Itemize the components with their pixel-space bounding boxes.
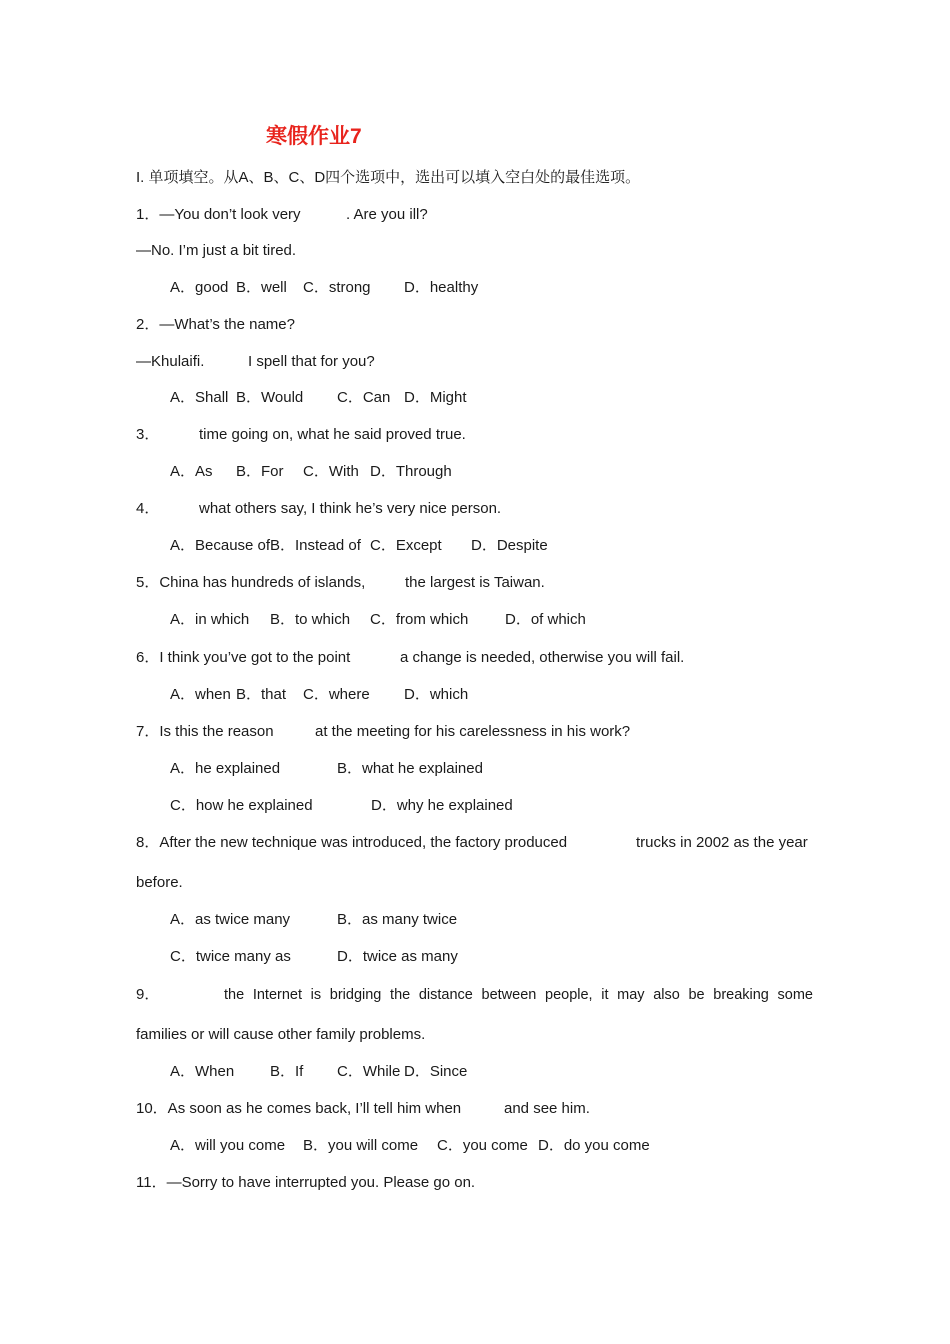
option-a: A．As [170,463,213,480]
question-11-stem: 11．—Sorry to have interrupted you. Please go on. [136,1174,476,1191]
question-4-stem: what others say, I think he’s very nice person. [199,500,502,517]
option-d: D．which [404,686,469,703]
option-b: B．If [270,1063,304,1080]
option-c: C．With [303,463,359,480]
option-b: B．to which [270,611,351,628]
option-a: A．will you come [170,1137,286,1154]
option-d: D．do you come [538,1137,650,1154]
option-c: C．Except [370,537,442,554]
question-6-stem-end: a change is needed, otherwise you will fail. [400,649,685,666]
option-b: B．For [236,463,284,480]
option-a: A．he explained [170,760,281,777]
question-3-number: 3． [136,426,160,443]
question-9-number: 9． [136,986,160,1003]
question-8-stem-middle: trucks in 2002 as the year [636,834,808,851]
option-d: D．twice as many [337,948,458,965]
option-d: D．of which [505,611,586,628]
option-b: B．as many twice [337,911,458,928]
option-b: B．you will come [303,1137,419,1154]
option-a: A．good [170,279,229,296]
option-d: D．healthy [404,279,479,296]
option-c: C．you come [437,1137,528,1154]
question-9-stem-start: the Internet is bridging the distance between people, it may also be breaking some [224,987,813,1003]
option-c: C．twice many as [170,948,291,965]
option-c: C．how he explained [170,797,313,814]
question-5-stem-end: the largest is Taiwan. [405,574,545,591]
question-1-reply: —No. I’m just a bit tired. [136,242,297,259]
option-b: B．Would [236,389,304,406]
question-2-reply-start: —Khulaifi. [136,353,205,370]
option-c: C．While [337,1063,401,1080]
question-1-stem-end: . Are you ill? [346,206,428,223]
option-c: C．where [303,686,370,703]
option-a: A．in which [170,611,250,628]
option-d: D．Despite [471,537,548,554]
option-d: D．Might [404,389,467,406]
question-7-stem-end: at the meeting for his carelessness in his work? [315,723,631,740]
option-b: B．that [236,686,287,703]
option-b: B．what he explained [337,760,483,777]
question-5-stem-start: 5．China has hundreds of islands, [136,574,366,591]
question-2-reply-end: I spell that for you? [248,353,375,370]
option-d: D．Since [404,1063,468,1080]
option-a: A．Shall [170,389,229,406]
section-instruction: I. 单项填空。从A、B、C、D四个选项中，选出可以填入空白处的最佳选项。 [136,169,641,186]
option-a: A．when [170,686,231,703]
page-title: 寒假作业7 [266,125,362,148]
option-a: A．Because of [170,537,271,554]
question-6-stem-start: 6．I think you’ve got to the point [136,649,351,666]
question-10-stem-start: 10．As soon as he comes back, I’ll tell him when [136,1100,462,1117]
option-b: B．well [236,279,287,296]
question-8-stem-start: 8．After the new technique was introduced, the factory produced [136,834,568,851]
question-3-stem: time going on, what he said proved true. [199,426,466,443]
option-c: C．from which [370,611,469,628]
question-1-stem-start: 1．—You don’t look very [136,206,301,223]
question-4-number: 4． [136,500,160,517]
question-10-stem-end: and see him. [504,1100,590,1117]
option-d: D．why he explained [371,797,513,814]
option-a: A．When [170,1063,235,1080]
option-a: A．as twice many [170,911,291,928]
option-d: D．Through [370,463,452,480]
question-7-stem-start: 7．Is this the reason [136,723,274,740]
option-c: C．strong [303,279,371,296]
question-9-stem-end: families or will cause other family problems. [136,1026,426,1043]
option-c: C．Can [337,389,391,406]
question-2-stem: 2．—What’s the name? [136,316,295,333]
option-b: B．Instead of [270,537,361,554]
question-8-stem-end: before. [136,874,183,891]
